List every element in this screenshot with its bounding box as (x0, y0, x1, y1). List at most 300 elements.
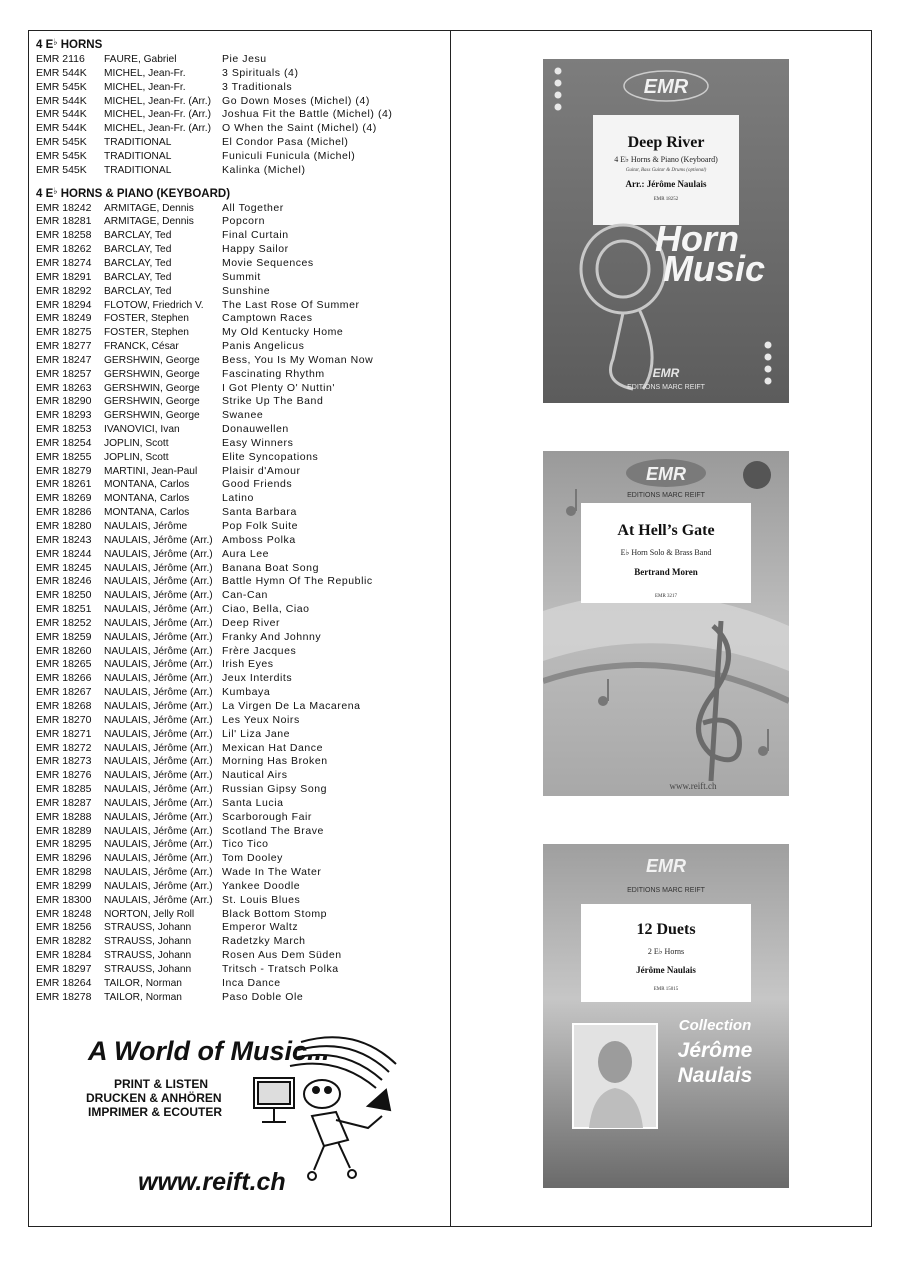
catalog-code: EMR 18278 (36, 990, 92, 1003)
cover-12-duets (543, 844, 789, 1188)
emr-logo-small: EMR (652, 366, 680, 380)
collection-label: Collection (678, 1017, 752, 1034)
publisher: EDITIONS MARC REIFT (627, 887, 705, 894)
catalog-title: Banana Boat Song (222, 561, 319, 574)
catalog-composer: MICHEL, Jean-Fr. (104, 67, 186, 79)
world-of-music-ad (86, 1030, 402, 1198)
catalog-row (36, 95, 446, 109)
catalog-title: Pie Jesu (222, 53, 267, 65)
catalog-row (36, 728, 446, 742)
catalog-code: EMR 18276 (36, 769, 92, 782)
catalog-composer: BARCLAY, Ted (104, 257, 172, 269)
catalog-row (36, 617, 446, 631)
catalog-row (36, 894, 446, 908)
catalog-row (36, 672, 446, 686)
catalog-code: EMR 545K (36, 149, 87, 162)
series-music: Music (663, 248, 766, 289)
catalog-row (36, 81, 446, 95)
section-title-horns: 4 E♭ HORNS (36, 37, 103, 51)
catalog-code: EMR 18264 (36, 976, 92, 989)
catalog-title: Summit (222, 270, 261, 283)
catalog-code: EMR 18282 (36, 935, 92, 948)
ad-url: www.reift.ch (138, 1168, 286, 1196)
catalog-title: Emperor Waltz (222, 921, 299, 934)
catalog-composer: NAULAIS, Jérôme (Arr.) (104, 714, 213, 726)
catalog-title: Scotland The Brave (222, 824, 324, 837)
catalog-composer: NAULAIS, Jérôme (Arr.) (104, 811, 213, 823)
catalog-code: EMR 18248 (36, 907, 92, 920)
catalog-code: EMR 18244 (36, 547, 92, 560)
catalog-composer: NAULAIS, Jérôme (Arr.) (104, 576, 213, 588)
catalog-code: EMR 18252 (36, 616, 92, 629)
catalog-row (36, 866, 446, 880)
catalog-row (36, 257, 446, 271)
catalog-row (36, 921, 446, 935)
catalog-code: EMR 18272 (36, 741, 92, 754)
catalog-row (36, 395, 446, 409)
catalog-code: EMR 18286 (36, 506, 92, 519)
catalog-title: Movie Sequences (222, 256, 314, 269)
catalog-row (36, 825, 446, 839)
catalog-composer: NAULAIS, Jérôme (Arr.) (104, 534, 213, 546)
cover-at-hells-gate (543, 451, 789, 796)
catalog-code: EMR 18298 (36, 866, 92, 879)
emr-logo: EMR (646, 856, 686, 876)
cover-title: 12 Duets (636, 921, 696, 938)
ad-headline: A World of Music... (88, 1036, 330, 1066)
catalog-composer: BARCLAY, Ted (104, 271, 172, 283)
catalog-composer: NAULAIS, Jérôme (Arr.) (104, 756, 213, 768)
seal-icon (743, 461, 771, 489)
catalog-code: EMR 18295 (36, 838, 92, 851)
catalog-list-horns-piano (36, 202, 446, 1005)
cover-author: Jérôme Naulais (636, 965, 696, 975)
catalog-composer: MICHEL, Jean-Fr. (104, 81, 186, 93)
catalog-title: Can-Can (222, 589, 268, 602)
catalog-code: EMR 18269 (36, 492, 92, 505)
catalog-composer: MONTANA, Carlos (104, 493, 190, 505)
catalog-composer: TAILOR, Norman (104, 977, 182, 989)
catalog-code: EMR 18285 (36, 783, 92, 796)
catalog-row (36, 451, 446, 465)
collection-name-1: Jérôme (677, 1039, 753, 1062)
catalog-composer: NAULAIS, Jérôme (Arr.) (104, 562, 213, 574)
catalog-composer: NAULAIS, Jérôme (Arr.) (104, 659, 213, 671)
catalog-composer: GERSHWIN, George (104, 382, 200, 394)
catalog-row (36, 797, 446, 811)
catalog-row (36, 150, 446, 164)
catalog-composer: IVANOVICI, Ivan (104, 424, 180, 436)
catalog-composer: NAULAIS, Jérôme (Arr.) (104, 770, 213, 782)
catalog-title: Popcorn (222, 215, 265, 228)
catalog-code: EMR 18249 (36, 312, 92, 325)
catalog-title: Kalinka (Michel) (222, 163, 306, 176)
catalog-row (36, 465, 446, 479)
catalog-row (36, 852, 446, 866)
catalog-row (36, 548, 446, 562)
catalog-title: Tritsch - Tratsch Polka (222, 963, 339, 975)
catalog-title: Inca Dance (222, 976, 281, 989)
catalog-title: My Old Kentucky Home (222, 326, 344, 339)
catalog-code: EMR 18275 (36, 326, 92, 339)
catalog-composer: NAULAIS, Jérôme (Arr.) (104, 604, 213, 616)
catalog-composer: NAULAIS, Jérôme (Arr.) (104, 839, 213, 851)
catalog-row (36, 949, 446, 963)
catalog-composer: TAILOR, Norman (104, 991, 182, 1003)
catalog-code: EMR 18271 (36, 727, 92, 740)
catalog-code: EMR 18247 (36, 353, 92, 366)
catalog-title: Happy Sailor (222, 243, 289, 256)
cover-subtitle: 4 E♭ Horns & Piano (Keyboard) (614, 155, 718, 164)
catalog-composer: NAULAIS, Jérôme (Arr.) (104, 853, 213, 865)
emr-logo: EMR (646, 464, 686, 484)
publisher: EDITIONS MARC REIFT (627, 384, 705, 391)
cover-subtitle: E♭ Horn Solo & Brass Band (620, 548, 712, 557)
catalog-row (36, 164, 446, 178)
catalog-composer: ARMITAGE, Dennis (104, 202, 194, 214)
catalog-row (36, 562, 446, 576)
catalog-title: Sunshine (222, 284, 271, 297)
catalog-composer: NAULAIS, Jérôme (Arr.) (104, 645, 213, 657)
catalog-code: EMR 544K (36, 108, 87, 121)
catalog-composer: NAULAIS, Jérôme (Arr.) (104, 894, 213, 906)
catalog-title: El Condor Pasa (Michel) (222, 136, 349, 149)
ad-line-1: PRINT & LISTEN (114, 1077, 209, 1091)
catalog-title: Tico Tico (222, 838, 269, 851)
catalog-title: Wade In The Water (222, 866, 322, 879)
catalog-code: EMR 18259 (36, 630, 92, 643)
catalog-composer: NAULAIS, Jérôme (Arr.) (104, 880, 213, 892)
catalog-title: Scarborough Fair (222, 810, 312, 823)
catalog-title: Pop Folk Suite (222, 520, 298, 532)
catalog-row (36, 108, 446, 122)
catalog-title: Black Bottom Stomp (222, 907, 328, 920)
catalog-row (36, 340, 446, 354)
catalog-code: EMR 18268 (36, 699, 92, 712)
catalog-code: EMR 18257 (36, 367, 92, 380)
catalog-title: Amboss Polka (222, 533, 296, 546)
catalog-row (36, 589, 446, 603)
catalog-row (36, 742, 446, 756)
catalog-row (36, 312, 446, 326)
catalog-title: Bess, You Is My Woman Now (222, 353, 374, 366)
catalog-title: Nautical Airs (222, 769, 288, 782)
cover-title: At Hell’s Gate (617, 522, 715, 539)
catalog-composer: JOPLIN, Scott (104, 451, 169, 463)
catalog-composer: STRAUSS, Johann (104, 936, 192, 948)
catalog-composer: NAULAIS, Jérôme (Arr.) (104, 548, 213, 560)
catalog-composer: JOPLIN, Scott (104, 437, 169, 449)
catalog-title: The Last Rose Of Summer (222, 298, 360, 311)
catalog-title: St. Louis Blues (222, 893, 301, 906)
catalog-code: EMR 544K (36, 122, 87, 135)
ad-line-2: DRUCKEN & ANHÖREN (86, 1091, 222, 1105)
catalog-row (36, 243, 446, 257)
catalog-code: EMR 18267 (36, 686, 92, 699)
catalog-code: EMR 2116 (36, 53, 85, 65)
catalog-composer: BARCLAY, Ted (104, 230, 172, 242)
catalog-title: Radetzky March (222, 935, 306, 948)
catalog-title: Yankee Doodle (222, 879, 301, 892)
catalog-composer: GERSHWIN, George (104, 396, 200, 408)
catalog-title: Lil' Liza Jane (222, 727, 291, 740)
catalog-title: Fascinating Rhythm (222, 367, 325, 380)
catalog-row (36, 215, 446, 229)
catalog-title: Rosen Aus Dem Süden (222, 949, 342, 962)
catalog-title: Morning Has Broken (222, 755, 328, 768)
catalog-code: EMR 18287 (36, 796, 92, 809)
catalog-title: Camptown Races (222, 312, 313, 325)
catalog-code: EMR 18258 (36, 229, 92, 242)
catalog-title: Elite Syncopations (222, 450, 319, 463)
catalog-composer: FAURE, Gabriel (104, 54, 177, 65)
catalog-title: Russian Gipsy Song (222, 783, 328, 796)
catalog-composer: STRAUSS, Johann (104, 964, 192, 975)
cover-author: Bertrand Moren (634, 567, 698, 577)
catalog-composer: FLOTOW, Friedrich V. (104, 299, 204, 311)
catalog-code: EMR 18299 (36, 879, 92, 892)
catalog-composer: NAULAIS, Jérôme (Arr.) (104, 617, 213, 629)
catalog-composer: BARCLAY, Ted (104, 244, 172, 256)
catalog-code: EMR 18250 (36, 589, 92, 602)
catalog-code: EMR 18245 (36, 561, 92, 574)
catalog-row (36, 755, 446, 769)
catalog-row (36, 299, 446, 313)
cover-code: EMR 18252 (653, 197, 679, 202)
catalog-code: EMR 18296 (36, 852, 92, 865)
catalog-title: Tom Dooley (222, 852, 283, 865)
cover-arranger: Arr.: Jérôme Naulais (625, 179, 707, 189)
ad-line-3: IMPRIMER & ECOUTER (88, 1105, 223, 1119)
emr-logo: EMR (643, 76, 689, 98)
catalog-composer: NAULAIS, Jérôme (Arr.) (104, 797, 213, 809)
catalog-composer: GERSHWIN, George (104, 368, 200, 380)
catalog-code: EMR 18290 (36, 395, 92, 408)
series-horn: Horn (655, 218, 739, 259)
catalog-composer: MONTANA, Carlos (104, 479, 190, 491)
catalog-row (36, 122, 446, 136)
catalog-row (36, 368, 446, 382)
catalog-row (36, 326, 446, 340)
catalog-composer: FOSTER, Stephen (104, 313, 189, 325)
catalog-composer: STRAUSS, Johann (104, 922, 192, 934)
catalog-title: Latino (222, 492, 254, 505)
catalog-title: Go Down Moses (Michel) (4) (222, 94, 370, 107)
catalog-title: Strike Up The Band (222, 395, 324, 408)
catalog-composer: NORTON, Jelly Roll (104, 908, 195, 920)
catalog-code: EMR 18289 (36, 824, 92, 837)
catalog-row (36, 811, 446, 825)
catalog-title: Final Curtain (222, 229, 289, 242)
catalog-row (36, 202, 446, 216)
catalog-row (36, 714, 446, 728)
catalog-composer: NAULAIS, Jérôme (Arr.) (104, 867, 213, 879)
catalog-row (36, 478, 446, 492)
section-title-horns-piano: 4 E♭ HORNS & PIANO (KEYBOARD) (36, 185, 231, 200)
catalog-row (36, 880, 446, 894)
catalog-row (36, 700, 446, 714)
catalog-code: EMR 18263 (36, 381, 92, 394)
cover-subtitle-2: Guitar, Bass Guitar & Drums (optional) (625, 168, 707, 173)
catalog-row (36, 506, 446, 520)
cover-deep-river (543, 59, 789, 403)
catalog-title: Plaisir d'Amour (222, 464, 301, 477)
catalog-composer: FRANCK, César (104, 341, 179, 353)
catalog-composer: NAULAIS, Jérôme (Arr.) (104, 673, 213, 685)
catalog-row (36, 783, 446, 797)
catalog-code: EMR 18260 (36, 644, 92, 657)
catalog-title: 3 Traditionals (222, 80, 293, 93)
catalog-title: Aura Lee (222, 547, 270, 560)
catalog-title: Santa Barbara (222, 506, 297, 519)
catalog-title: Panis Angelicus (222, 340, 305, 353)
catalog-row (36, 437, 446, 451)
catalog-code: EMR 545K (36, 163, 87, 176)
catalog-code: EMR 18243 (36, 533, 92, 546)
catalog-row (36, 423, 446, 437)
catalog-title: Mexican Hat Dance (222, 741, 323, 754)
catalog-row (36, 354, 446, 368)
catalog-title: Battle Hymn Of The Republic (222, 575, 373, 588)
catalog-title: I Got Plenty O' Nuttin' (222, 381, 335, 394)
catalog-title: 3 Spirituals (4) (222, 66, 299, 79)
catalog-row (36, 492, 446, 506)
publisher: EDITIONS MARC REIFT (627, 492, 705, 499)
catalog-code: EMR 545K (36, 80, 87, 93)
catalog-code: EMR 18277 (36, 340, 92, 353)
catalog-title: Easy Winners (222, 436, 294, 449)
catalog-row (36, 229, 446, 243)
catalog-code: EMR 18255 (36, 450, 92, 463)
catalog-composer: MARTINI, Jean-Paul (104, 465, 198, 477)
catalog-title: Frère Jacques (222, 644, 297, 657)
catalog-code: EMR 18270 (36, 713, 92, 726)
catalog-composer: GERSHWIN, George (104, 354, 200, 366)
catalog-row (36, 136, 446, 150)
catalog-code: EMR 18280 (36, 520, 92, 532)
catalog-composer: NAULAIS, Jérôme (Arr.) (104, 825, 213, 837)
catalog-code: EMR 545K (36, 136, 87, 149)
catalog-title: La Virgen De La Macarena (222, 699, 361, 712)
catalog-title: Irish Eyes (222, 658, 274, 671)
catalog-code: EMR 18300 (36, 893, 92, 906)
catalog-row (36, 53, 446, 67)
catalog-composer: BARCLAY, Ted (104, 285, 172, 297)
catalog-code: EMR 18254 (36, 436, 92, 449)
catalog-title: Ciao, Bella, Ciao (222, 603, 310, 616)
catalog-code: EMR 18265 (36, 658, 92, 671)
catalog-row (36, 645, 446, 659)
catalog-composer: GERSHWIN, George (104, 410, 200, 422)
catalog-title: Good Friends (222, 478, 293, 491)
catalog-composer: NAULAIS, Jérôme (Arr.) (104, 631, 213, 643)
catalog-code: EMR 18281 (36, 215, 92, 228)
catalog-code: EMR 18261 (36, 478, 92, 491)
catalog-composer: TRADITIONAL (104, 150, 172, 162)
column-divider (450, 30, 451, 1227)
catalog-row (36, 838, 446, 852)
catalog-title: Kumbaya (222, 686, 271, 699)
catalog-composer: MICHEL, Jean-Fr. (Arr.) (104, 95, 211, 107)
catalog-code: EMR 18262 (36, 243, 92, 256)
catalog-row (36, 520, 446, 534)
catalog-code: EMR 18266 (36, 672, 92, 685)
catalog-code: EMR 18274 (36, 256, 92, 269)
catalog-composer: NAULAIS, Jérôme (Arr.) (104, 700, 213, 712)
catalog-title: Les Yeux Noirs (222, 713, 300, 726)
catalog-code: EMR 18288 (36, 810, 92, 823)
catalog-code: EMR 18297 (36, 963, 92, 975)
catalog-row (36, 603, 446, 617)
catalog-row (36, 575, 446, 589)
catalog-row (36, 991, 446, 1005)
catalog-row (36, 769, 446, 783)
catalog-composer: TRADITIONAL (104, 164, 172, 176)
catalog-row (36, 658, 446, 672)
cover-subtitle: 2 E♭ Horns (647, 947, 685, 956)
catalog-row (36, 908, 446, 922)
catalog-row (36, 382, 446, 396)
catalog-composer: MICHEL, Jean-Fr. (Arr.) (104, 109, 211, 121)
catalog-code: EMR 18251 (36, 603, 92, 616)
catalog-title: Santa Lucia (222, 796, 284, 809)
catalog-title: Deep River (222, 616, 281, 629)
catalog-composer: STRAUSS, Johann (104, 950, 192, 962)
catalog-composer: NAULAIS, Jérôme (104, 521, 188, 532)
catalog-title: Franky And Johnny (222, 630, 322, 643)
catalog-row (36, 534, 446, 548)
cover-code: EMR 15015 (653, 987, 679, 992)
catalog-list-horns (36, 53, 446, 178)
catalog-composer: FOSTER, Stephen (104, 327, 189, 339)
catalog-row (36, 935, 446, 949)
catalog-row (36, 963, 446, 977)
catalog-code: EMR 18253 (36, 423, 92, 436)
catalog-row (36, 409, 446, 423)
catalog-row (36, 686, 446, 700)
catalog-row (36, 977, 446, 991)
catalog-title: O When the Saint (Michel) (4) (222, 122, 377, 135)
catalog-code: EMR 18242 (36, 201, 92, 214)
catalog-title: All Together (222, 201, 284, 214)
catalog-row (36, 285, 446, 299)
catalog-column (36, 35, 446, 1005)
catalog-composer: MONTANA, Carlos (104, 507, 190, 519)
catalog-title: Paso Doble Ole (222, 990, 304, 1003)
catalog-title: Donauwellen (222, 423, 289, 436)
catalog-code: EMR 18291 (36, 270, 92, 283)
catalog-code: EMR 18292 (36, 284, 92, 297)
catalog-code: EMR 18293 (36, 409, 92, 422)
catalog-row (36, 271, 446, 285)
catalog-row (36, 631, 446, 645)
catalog-composer: NAULAIS, Jérôme (Arr.) (104, 742, 213, 754)
catalog-title: Swanee (222, 409, 264, 422)
collection-name-2: Naulais (677, 1064, 753, 1087)
catalog-code: EMR 18279 (36, 464, 92, 477)
catalog-code: EMR 544K (36, 66, 87, 79)
catalog-composer: TRADITIONAL (104, 137, 172, 149)
cover-title: Deep River (627, 134, 705, 151)
catalog-title: Jeux Interdits (222, 672, 293, 685)
catalog-code: EMR 18256 (36, 921, 92, 934)
catalog-composer: NAULAIS, Jérôme (Arr.) (104, 590, 213, 602)
catalog-composer: NAULAIS, Jérôme (Arr.) (104, 728, 213, 740)
catalog-composer: NAULAIS, Jérôme (Arr.) (104, 687, 213, 699)
catalog-composer: MICHEL, Jean-Fr. (Arr.) (104, 123, 211, 135)
cover-website: www.reift.ch (669, 781, 717, 791)
catalog-title: Funiculi Funicula (Michel) (222, 149, 356, 162)
